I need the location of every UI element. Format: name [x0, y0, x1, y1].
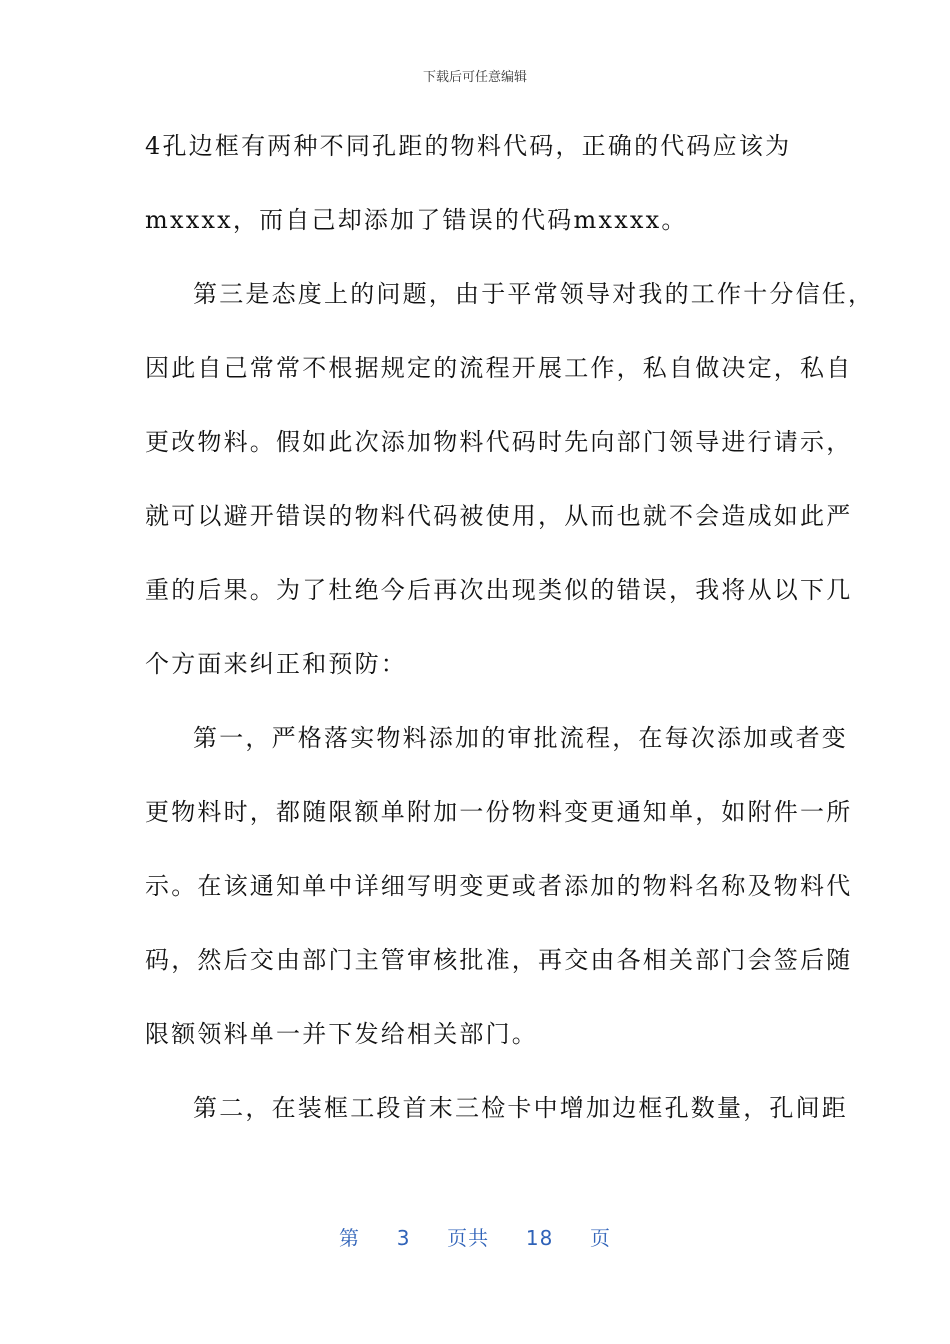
body-line: 4孔边框有两种不同孔距的物料代码，正确的代码应该为 — [145, 132, 792, 160]
body-line: 第三是态度上的问题，由于平常领导对我的工作十分信任， — [193, 280, 875, 308]
body-line: 个方面来纠正和预防： — [145, 650, 407, 678]
body-line: 重的后果。为了杜绝今后再次出现类似的错误，我将从以下几 — [145, 576, 853, 604]
page-footer — [0, 1222, 950, 1251]
body-line: 更物料时，都随限额单附加一份物料变更通知单，如附件一所 — [145, 798, 853, 826]
body-line: 就可以避开错误的物料代码被使用，从而也就不会造成如此严 — [145, 502, 853, 530]
body-line: 更改物料。假如此次添加物料代码时先向部门领导进行请示， — [145, 428, 853, 456]
footer-page-number: 3 — [396, 1226, 411, 1250]
footer-middle: 页共 — [447, 1226, 490, 1250]
footer-suffix: 页 — [590, 1226, 612, 1250]
body-line: 因此自己常常不根据规定的流程开展工作，私自做决定，私自 — [145, 354, 853, 382]
body-line: 码，然后交由部门主管审核批准，再交由各相关部门会签后随 — [145, 946, 853, 974]
body-line: 第一，严格落实物料添加的审批流程，在每次添加或者变 — [193, 724, 848, 752]
body-line: 第二，在装框工段首末三检卡中增加边框孔数量，孔间距 — [193, 1094, 848, 1122]
body-line: mxxxx，而自己却添加了错误的代码mxxxx。 — [145, 206, 688, 234]
footer-prefix: 第 — [338, 1226, 360, 1250]
footer-total-pages: 18 — [525, 1226, 554, 1250]
body-line: 限额领料单一并下发给相关部门。 — [145, 1020, 538, 1048]
header-note: 下载后可任意编辑 — [422, 70, 527, 85]
document-body — [145, 114, 875, 1150]
body-line: 示。在该通知单中详细写明变更或者添加的物料名称及物料代 — [145, 872, 853, 900]
